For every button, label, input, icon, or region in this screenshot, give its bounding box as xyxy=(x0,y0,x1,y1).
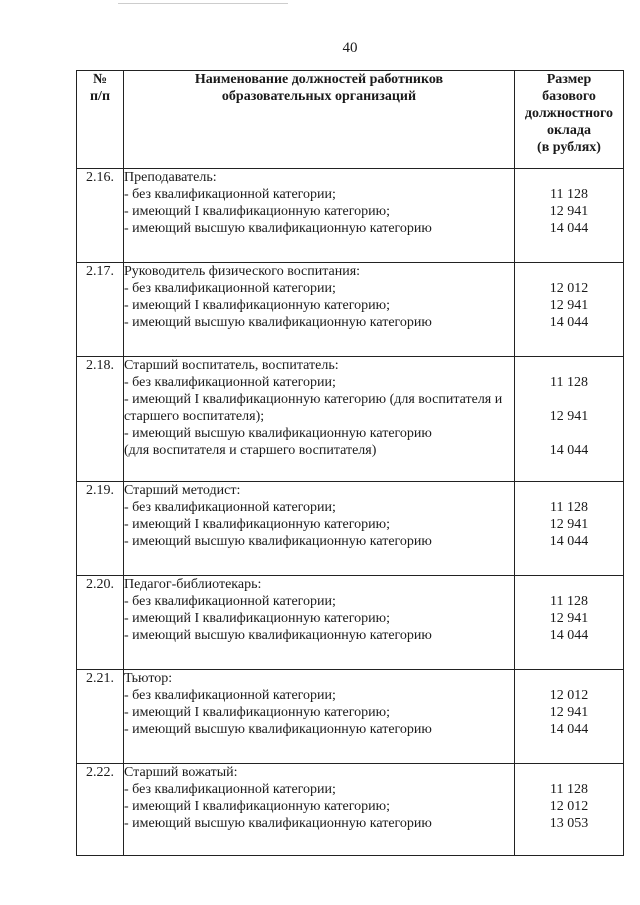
salary-value: 12 941 xyxy=(549,409,589,424)
category-line: - без квалификационной категории; xyxy=(124,187,336,202)
salary-value: 11 128 xyxy=(550,500,588,515)
salary-spacer xyxy=(515,357,623,374)
salary-value xyxy=(515,425,623,442)
salary-cell xyxy=(515,263,624,357)
header-salary-size: Размер базового должностного оклада (в рублях) xyxy=(515,71,624,169)
category-line: (для воспитателя и старшего воспитателя) xyxy=(124,443,377,458)
table-row xyxy=(77,482,624,576)
category-line: - без квалификационной категории; xyxy=(124,782,336,797)
position-title: Педагог-библиотекарь: xyxy=(124,577,262,592)
salary-value: 12 941 xyxy=(549,517,589,532)
salary-value: 14 044 xyxy=(549,628,589,643)
row-number: 2.21. xyxy=(77,670,124,764)
category-line: - имеющий I квалификационную категорию; xyxy=(124,705,390,720)
salary-value: 14 044 xyxy=(549,534,589,549)
position-cell xyxy=(124,263,515,357)
category-line: - имеющий высшую квалификационную категорию xyxy=(124,722,432,737)
salary-table xyxy=(76,70,624,856)
salary-cell xyxy=(515,670,624,764)
position-title: Руководитель физического воспитания: xyxy=(124,264,361,279)
position-cell xyxy=(124,764,515,856)
category-line: - имеющий высшую квалификационную категорию xyxy=(124,816,432,831)
category-line: - имеющий высшую квалификационную категорию xyxy=(124,426,432,441)
position-cell xyxy=(124,169,515,263)
position-cell xyxy=(124,670,515,764)
salary-cell xyxy=(515,169,624,263)
row-number: 2.20. xyxy=(77,576,124,670)
salary-value: 14 044 xyxy=(549,443,589,458)
position-title: Тьютор: xyxy=(124,671,173,686)
position-title: Старший воспитатель, воспитатель: xyxy=(124,358,339,373)
salary-cell xyxy=(515,576,624,670)
category-line: - имеющий I квалификационную категорию; xyxy=(124,517,390,532)
table-row xyxy=(77,764,624,856)
category-line: - имеющий I квалификационную категорию (для воспитателя и xyxy=(124,392,503,407)
table-row xyxy=(77,670,624,764)
row-number: 2.17. xyxy=(77,263,124,357)
table-row xyxy=(77,169,624,263)
category-line: - имеющий высшую квалификационную категорию xyxy=(124,534,432,549)
header-number: № п/п xyxy=(77,71,124,169)
position-title: Старший методист: xyxy=(124,483,241,498)
position-cell xyxy=(124,357,515,482)
table-header-row xyxy=(77,71,624,169)
category-line: - имеющий I квалификационную категорию; xyxy=(124,611,390,626)
salary-cell xyxy=(515,482,624,576)
category-line: - без квалификационной категории; xyxy=(124,688,336,703)
category-line: - без квалификационной категории; xyxy=(124,375,336,390)
category-line: - без квалификационной категории; xyxy=(124,594,336,609)
category-line: - имеющий высшую квалификационную категорию xyxy=(124,221,432,236)
salary-value: 14 044 xyxy=(549,315,589,330)
salary-value: 14 044 xyxy=(549,221,589,236)
salary-spacer xyxy=(515,764,623,781)
salary-spacer xyxy=(515,482,623,499)
position-cell xyxy=(124,576,515,670)
salary-spacer xyxy=(515,263,623,280)
salary-value: 12 941 xyxy=(549,298,589,313)
salary-spacer xyxy=(515,169,623,186)
position-title: Преподаватель: xyxy=(124,170,217,185)
page-number: 40 xyxy=(342,40,358,56)
table-row xyxy=(77,357,624,482)
row-number: 2.19. xyxy=(77,482,124,576)
salary-value: 13 053 xyxy=(549,816,589,831)
salary-cell xyxy=(515,357,624,482)
salary-value: 12 941 xyxy=(549,705,589,720)
header-position-name: Наименование должностей работников образовательных организаций xyxy=(124,71,515,169)
salary-value: 11 128 xyxy=(550,594,588,609)
category-line: - без квалификационной категории; xyxy=(124,500,336,515)
salary-value: 12 012 xyxy=(549,799,589,814)
category-line: - имеющий I квалификационную категорию; xyxy=(124,204,390,219)
category-line: старшего воспитателя); xyxy=(124,409,265,424)
row-number: 2.22. xyxy=(77,764,124,856)
scan-artifact-top xyxy=(118,0,288,4)
salary-value: 12 012 xyxy=(549,688,589,703)
salary-value: 11 128 xyxy=(550,782,588,797)
table-row xyxy=(77,263,624,357)
salary-value: 12 941 xyxy=(549,611,589,626)
category-line: - имеющий I квалификационную категорию; xyxy=(124,799,390,814)
category-line: - имеющий высшую квалификационную категорию xyxy=(124,628,432,643)
row-number: 2.16. xyxy=(77,169,124,263)
category-line: - имеющий высшую квалификационную категорию xyxy=(124,315,432,330)
position-title: Старший вожатый: xyxy=(124,765,238,780)
salary-value: 11 128 xyxy=(550,187,588,202)
salary-cell xyxy=(515,764,624,856)
category-line: - имеющий I квалификационную категорию; xyxy=(124,298,390,313)
salary-spacer xyxy=(515,670,623,687)
salary-value: 12 941 xyxy=(549,204,589,219)
salary-value: 11 128 xyxy=(550,375,588,390)
salary-spacer xyxy=(515,576,623,593)
position-cell xyxy=(124,482,515,576)
salary-value xyxy=(515,391,623,408)
salary-value: 14 044 xyxy=(549,722,589,737)
row-number: 2.18. xyxy=(77,357,124,482)
category-line: - без квалификационной категории; xyxy=(124,281,336,296)
salary-value: 12 012 xyxy=(549,281,589,296)
table-row xyxy=(77,576,624,670)
